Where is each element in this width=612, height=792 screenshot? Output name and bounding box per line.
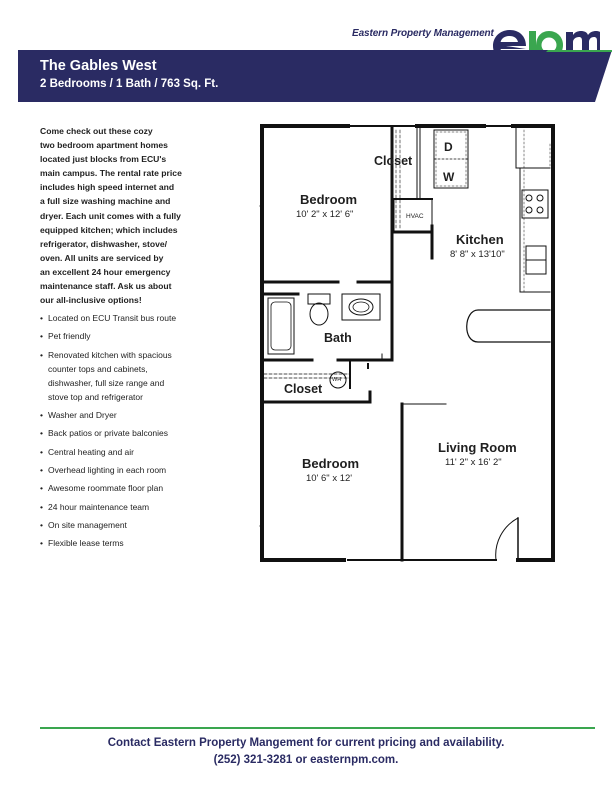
kitchen-label: Kitchen — [456, 232, 504, 247]
living-room-label: Living Room — [438, 440, 517, 455]
feature-item: • Awesome roommate floor plan — [40, 481, 240, 495]
footer-contact: Contact Eastern Property Mangement for current pricing and availability. — [107, 737, 505, 749]
company-name: Eastern Property Management — [352, 28, 494, 39]
unit-summary: 2 Bedrooms / 1 Bath / 763 Sq. Ft. — [40, 78, 219, 90]
intro-paragraph: Come check out these cozy two bedroom apartment homes located just blocks from ECU's main campus. The rental rate price includes high speed internet and a full size washing machine and dryer. Each unit comes with a fully equipped kitchen; which includes refrigerator, dishwasher, stove/ oven. All units are serviced by an excellent 24 hour emergency maintenance staff. Ask us about our all-inclusive options! — [40, 126, 182, 306]
bedroom-1-label: Bedroom — [300, 192, 358, 207]
feature-item: • Flexible lease terms — [40, 536, 240, 550]
bedroom-1-dims: 10' 2" x 12' 6" — [296, 209, 354, 220]
banner-shape — [18, 48, 612, 102]
feature-item: • On site management — [40, 518, 240, 532]
feature-item: • Overhead lighting in each room — [40, 463, 240, 477]
closet-bottom-label: Closet — [284, 382, 323, 396]
floor-plan-drawing — [250, 116, 562, 566]
feature-item: • 24 hour maintenance team — [40, 500, 240, 514]
bedroom-2-label: Bedroom — [302, 456, 360, 471]
feature-item: • Located on ECU Transit bus route — [40, 311, 240, 325]
dryer-label: D — [444, 140, 453, 154]
floor-plan — [250, 116, 562, 566]
feature-item: • Back patios or private balconies — [40, 426, 240, 440]
closet-top-label: Closet — [374, 154, 413, 168]
feature-item: • Renovated kitchen with spacious counter tops and cabinets, dishwasher, full size range and stove top and refrigerator — [40, 348, 240, 404]
bedroom-2-dims: 10' 6" x 12' — [306, 473, 353, 484]
feature-item: • Central heating and air — [40, 445, 240, 459]
feature-item: • Washer and Dryer — [40, 408, 240, 422]
property-name: The Gables West — [40, 58, 157, 74]
bath-label: Bath — [324, 331, 352, 345]
kitchen-dims: 8' 8" x 13'10" — [450, 249, 505, 260]
feature-item: • Pet friendly — [40, 329, 240, 343]
water-heater-label: WH — [332, 377, 342, 383]
washer-label: W — [443, 170, 455, 184]
footer-divider — [40, 727, 595, 729]
hvac-label: HVAC — [406, 213, 424, 220]
title-banner — [18, 48, 612, 102]
footer-phone-website: (252) 321-3281 or easternpm.com. — [213, 754, 399, 766]
feature-list — [40, 311, 240, 554]
living-room-dims: 11' 2" x 16' 2" — [445, 457, 502, 468]
